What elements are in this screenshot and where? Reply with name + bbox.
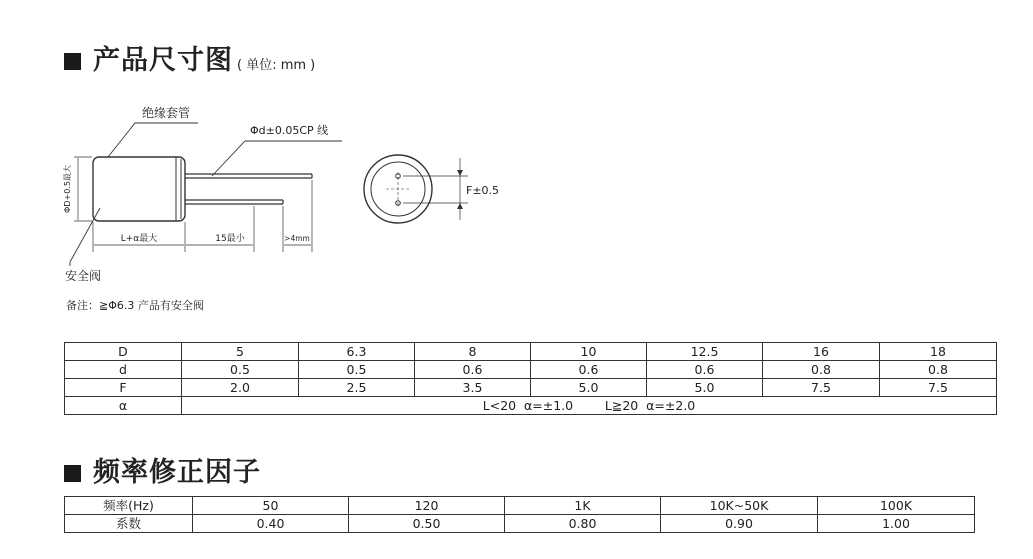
- table-cell: 2.0: [182, 379, 299, 397]
- table-cell: 1.00: [818, 515, 975, 533]
- table-cell: 100K: [818, 497, 975, 515]
- table-cell: 5.0: [647, 379, 763, 397]
- table-cell: 50: [193, 497, 349, 515]
- table-row: [65, 397, 997, 415]
- dimensions-unit: ( 单位: mm ): [237, 58, 316, 73]
- table-cell: 0.6: [415, 361, 531, 379]
- sleeve-label: 绝缘套管: [142, 106, 191, 120]
- table-cell: 2.5: [299, 379, 415, 397]
- vent-label: 安全阀: [65, 269, 102, 283]
- sleeve-leader-line: [108, 123, 198, 157]
- lead-leader-line: [212, 141, 342, 176]
- capacitor-body: [93, 157, 185, 221]
- frequency-table: [64, 496, 975, 533]
- lead-length-label: 15最小: [215, 234, 245, 244]
- dimensions-title: 产品尺寸图: [93, 45, 233, 76]
- table-cell: 0.8: [763, 361, 880, 379]
- table-cell: 6.3: [299, 343, 415, 361]
- pitch-label: F±0.5: [466, 184, 500, 197]
- table-cell: 5.0: [531, 379, 647, 397]
- row-label-f: F: [65, 379, 182, 397]
- frequency-header-label: 频率(Hz): [65, 497, 193, 515]
- table-cell: 3.5: [415, 379, 531, 397]
- table-cell: 7.5: [880, 379, 997, 397]
- vent-leader-line: [70, 208, 100, 266]
- coefficient-label: 系数: [65, 515, 193, 533]
- table-row: [65, 379, 997, 397]
- length-label: L+α最大: [120, 234, 158, 244]
- table-cell: 10K~50K: [661, 497, 818, 515]
- lead-gap-label: >4mm: [284, 234, 310, 243]
- heading-square-icon: [64, 465, 81, 482]
- table-cell: 1K: [505, 497, 661, 515]
- table-cell: 8: [415, 343, 531, 361]
- diameter-label: ΦD+0.5最大: [63, 165, 72, 213]
- table-cell: 7.5: [763, 379, 880, 397]
- table-cell: 0.8: [880, 361, 997, 379]
- alpha-value-cell: L<20 α=±1.0 L≧20 α=±2.0: [182, 397, 997, 415]
- safety-vent-note: 备注：≧Φ6.3 产品有安全阀: [66, 299, 204, 312]
- table-row: [65, 515, 975, 533]
- table-cell: 18: [880, 343, 997, 361]
- table-cell: 0.5: [299, 361, 415, 379]
- frequency-heading: [64, 450, 261, 489]
- row-label-d-lower: d: [65, 361, 182, 379]
- table-cell: 16: [763, 343, 880, 361]
- table-row: [65, 497, 975, 515]
- table-cell: 0.6: [647, 361, 763, 379]
- table-cell: 10: [531, 343, 647, 361]
- lead-label: Φd±0.05CP 线: [250, 124, 329, 137]
- table-row: [65, 343, 997, 361]
- table-cell: 0.80: [505, 515, 661, 533]
- row-label-d-upper: D: [65, 343, 182, 361]
- table-cell: 0.50: [349, 515, 505, 533]
- table-cell: 0.6: [531, 361, 647, 379]
- frequency-title: 频率修正因子: [93, 457, 261, 488]
- dimensions-table: [64, 342, 997, 415]
- table-cell: 120: [349, 497, 505, 515]
- row-label-alpha: α: [65, 397, 182, 415]
- table-cell: 0.5: [182, 361, 299, 379]
- table-row: [65, 361, 997, 379]
- table-cell: 5: [182, 343, 299, 361]
- table-cell: 12.5: [647, 343, 763, 361]
- table-cell: 0.90: [661, 515, 818, 533]
- table-cell: 0.40: [193, 515, 349, 533]
